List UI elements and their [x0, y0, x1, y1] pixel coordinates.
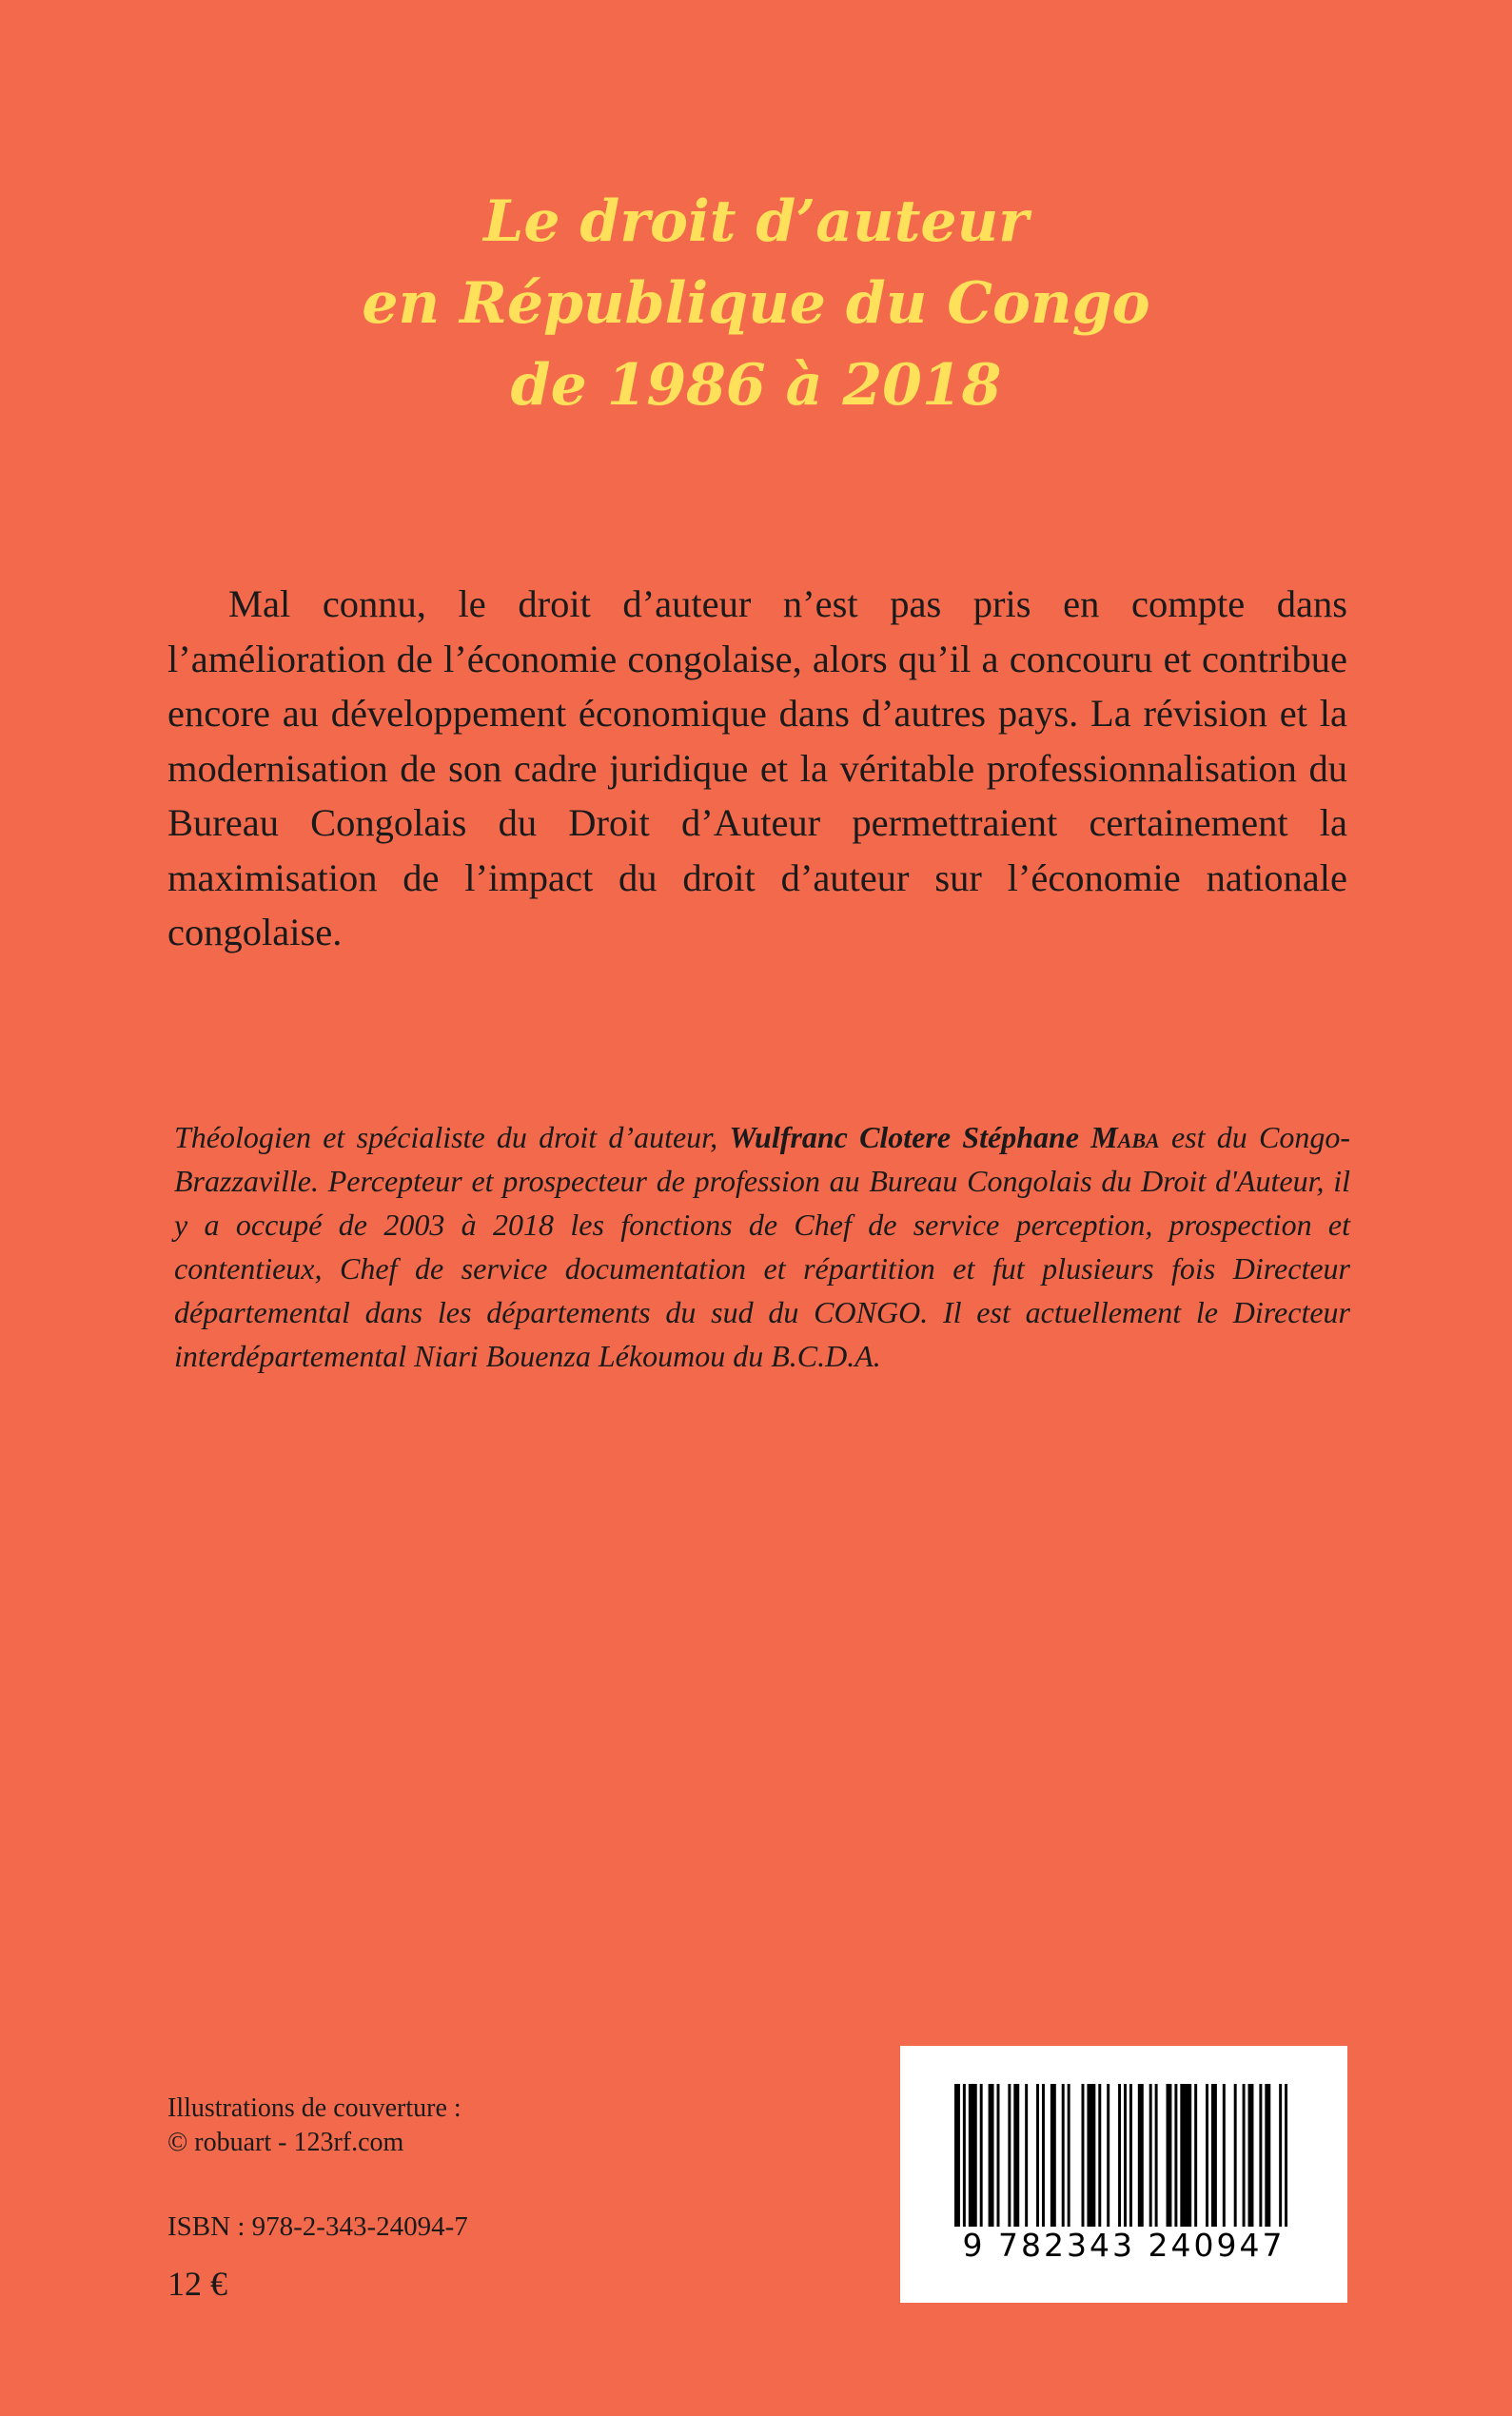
author-bio: [174, 1115, 1350, 1378]
barcode-bar: [1124, 2084, 1127, 2227]
barcode-bar: [1243, 2084, 1246, 2227]
bio-text: est du Congo-Brazzaville. Percepteur et prospecteur de profession au Bureau Congolais du Droit d'Auteur, il y a occupé de 2003 à 2018 les fonctions de Chef de service perception, prospection et contentieux, Chef de service documentation et répartition et fut plusieurs fois Directeur départemental dans les départements du sud du CONGO. Il est actuellement le Directeur interdépartemental Niari Bouenza Lékoumou du B.C.D.A.: [174, 1120, 1351, 1373]
barcode-bar: [1138, 2084, 1144, 2227]
barcode-bar: [1098, 2084, 1101, 2227]
barcode-bar: [1167, 2084, 1172, 2227]
barcode-bar: [1149, 2084, 1152, 2227]
barcode-bar: [1206, 2084, 1208, 2227]
bio-intro: Théologien et spécialiste du droit d’auteur,: [174, 1120, 730, 1154]
barcode-bar: [963, 2084, 966, 2227]
author-name: Wulfranc Clotere Stéphane Maba: [729, 1120, 1160, 1154]
barcode-bar: [1107, 2084, 1109, 2227]
credits-value: © robuart - 123rf.com: [167, 2128, 404, 2157]
book-title: [0, 181, 1512, 426]
barcode-bar: [1013, 2084, 1019, 2227]
barcode-bar: [1234, 2084, 1237, 2227]
summary-paragraph: Mal connu, le droit d’auteur n’est pas pris en compte dans l’amélioration de l’économie congolaise, alors qu’il a concouru et contribue encore au développement économique dans d’autres pays. La révision et la modernisation de son cadre juridique et la véritable professionnalisation du Bureau Congolais du Droit d’Auteur permettraient certainement la maximisation de l’impact du droit d’auteur sur l’économie nationale congolaise.: [167, 582, 1347, 953]
barcode-bar: [1248, 2084, 1254, 2227]
barcode-bar: [1118, 2084, 1121, 2227]
barcode-bar: [1042, 2084, 1045, 2227]
barcode-bar: [1180, 2084, 1191, 2227]
barcode-bar: [980, 2084, 983, 2227]
barcode-bar: [1129, 2084, 1132, 2227]
barcode-bar: [1279, 2084, 1282, 2227]
barcode-bar: [1025, 2084, 1028, 2227]
barcode-bars: [954, 2084, 1293, 2227]
barcode-bar: [1259, 2084, 1262, 2227]
isbn: ISBN : 978-2-343-24094-7: [167, 2211, 468, 2242]
barcode-bar: [1036, 2084, 1039, 2227]
title-line-2: en République du Congo: [362, 270, 1150, 337]
barcode-bar: [1062, 2084, 1065, 2227]
barcode-bar: [1211, 2084, 1217, 2227]
barcode-bar: [954, 2084, 960, 2227]
barcode-bar: [1285, 2084, 1287, 2227]
barcode-bar: [1174, 2084, 1177, 2227]
barcode-digits: 9 782343 240947: [962, 2227, 1286, 2264]
cover-credits: [167, 2092, 461, 2160]
author-surname: Maba: [1090, 1120, 1160, 1154]
barcode-bar: [1194, 2084, 1197, 2227]
barcode-bar: [1068, 2084, 1070, 2227]
barcode: [900, 2046, 1347, 2303]
barcode-bar: [1051, 2084, 1056, 2227]
barcode-bar: [969, 2084, 977, 2227]
title-line-3: de 1986 à 2018: [510, 352, 1002, 419]
credits-label: Illustrations de couverture :: [167, 2093, 461, 2123]
title-line-1: Le droit d’auteur: [483, 188, 1029, 255]
barcode-bar: [1008, 2084, 1011, 2227]
barcode-bar: [1082, 2084, 1085, 2227]
barcode-bar: [1087, 2084, 1095, 2227]
barcode-bar: [997, 2084, 1000, 2227]
price: 12 €: [167, 2265, 227, 2303]
barcode-bar: [1265, 2084, 1270, 2227]
barcode-bar: [989, 2084, 994, 2227]
barcode-bar: [1155, 2084, 1158, 2227]
barcode-bar: [1223, 2084, 1226, 2227]
